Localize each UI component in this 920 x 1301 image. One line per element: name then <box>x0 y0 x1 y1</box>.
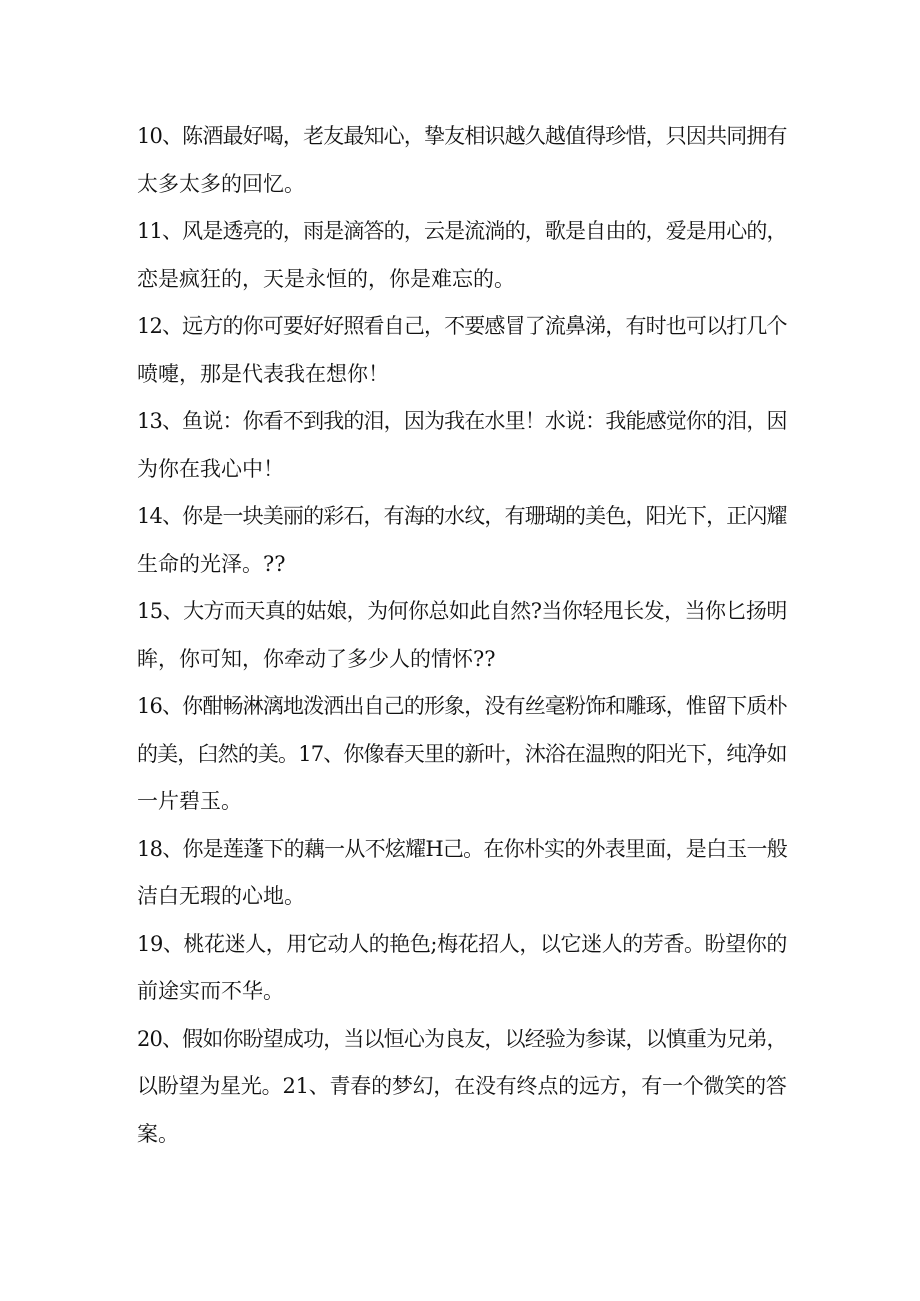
text-line: 案。 <box>137 1121 179 1146</box>
document-body <box>137 113 787 1158</box>
text-line: 20、假如你盼望成功，当以恒心为良友，以经验为参谋，以慎重为兄弟， <box>137 1026 787 1051</box>
paragraph-16 <box>137 683 787 826</box>
text-line: 14、你是一块美丽的彩石，有海的水纹，有珊瑚的美色，阳光下，正闪耀 <box>137 504 787 528</box>
text-line: 恋是疯狂的，天是永恒的，你是难忘的。 <box>137 266 515 291</box>
paragraph-11 <box>137 208 787 303</box>
paragraph-12 <box>137 303 787 398</box>
paragraph-19 <box>137 921 787 1016</box>
text-line: 洁白无瑕的心地。 <box>137 884 305 908</box>
text-line: 眸，你可知，你牵动了多少人的情怀?? <box>137 646 496 671</box>
text-line: 12、远方的你可要好好照看自己，不要感冒了流鼻涕，有时也可以打几个 <box>137 314 787 338</box>
text-line: 10、陈酒最好喝，老友最知心，挚友相识越久越值得珍惜，只因共同拥有 <box>137 124 787 148</box>
text-line: 为你在我心中！ <box>137 456 284 481</box>
text-line: 15、大方而天真的姑娘，为何你总如此自然?当你轻甩长发，当你匕扬明 <box>137 599 787 623</box>
text-line: 11、风是透亮的，雨是滴答的，云是流淌的，歌是自由的，爱是用心的， <box>137 219 787 243</box>
text-line: 喷嚏，那是代表我在想你！ <box>137 361 389 386</box>
text-line: 18、你是莲蓬下的藕一从不炫耀H己。在你朴实的外表里面，是白玉一般 <box>137 836 787 861</box>
paragraph-13 <box>137 398 787 493</box>
text-line: 以盼望为星光。21、青春的梦幻，在没有终点的远方，有一个微笑的答 <box>137 1074 787 1098</box>
text-line: 太多太多的回忆。 <box>137 171 305 196</box>
paragraph-14 <box>137 493 787 588</box>
paragraph-20 <box>137 1016 787 1159</box>
text-line: 一片碧玉。 <box>137 789 242 813</box>
paragraph-15 <box>137 588 787 683</box>
paragraph-10 <box>137 113 787 208</box>
text-line: 16、你酣畅淋漓地泼洒出自己的形象，没有丝毫粉饰和雕琢，惟留下质朴 <box>137 694 787 718</box>
text-line: 的美，臼然的美。17、你像春天里的新叶，沐浴在温煦的阳光下，纯净如 <box>137 741 787 766</box>
paragraph-18 <box>137 826 787 921</box>
text-line: 生命的光泽。?? <box>137 551 286 576</box>
text-line: 19、桃花迷人，用它动人的艳色;梅花招人，以它迷人的芳香。盼望你的 <box>137 931 787 956</box>
text-line: 前途实而不华。 <box>137 979 284 1003</box>
text-line: 13、鱼说：你看不到我的泪，因为我在水里！水说：我能感觉你的泪，因 <box>137 409 787 433</box>
